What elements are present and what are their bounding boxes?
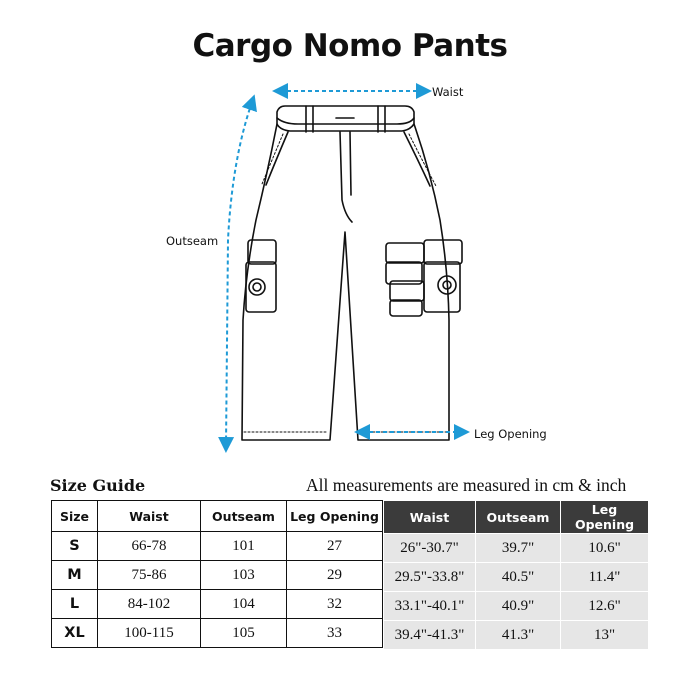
leg-opening-cell: 13" <box>561 621 649 650</box>
table-row <box>52 532 383 561</box>
leg-opening-cell: 11.4" <box>561 563 649 592</box>
table-row <box>384 621 649 650</box>
outseam-cell: 101 <box>201 532 287 561</box>
table-row <box>52 619 383 648</box>
header-leg-opening: Leg Opening <box>287 501 383 532</box>
header-leg-opening: Leg Opening <box>561 501 649 534</box>
header-size: Size <box>52 501 98 532</box>
header-waist: Waist <box>98 501 201 532</box>
leg-opening-cell: 27 <box>287 532 383 561</box>
size-cell: S <box>52 532 98 561</box>
waist-cell: 75-86 <box>98 561 201 590</box>
waist-cell: 33.1"-40.1" <box>384 592 476 621</box>
size-table-inch <box>383 500 649 650</box>
leg-opening-label: Leg Opening <box>474 427 547 441</box>
waist-cell: 84-102 <box>98 590 201 619</box>
table-row <box>384 534 649 563</box>
waist-cell: 29.5"-33.8" <box>384 563 476 592</box>
size-table-cm <box>51 500 383 648</box>
waist-cell: 39.4"-41.3" <box>384 621 476 650</box>
header-outseam: Outseam <box>201 501 287 532</box>
outseam-cell: 104 <box>201 590 287 619</box>
outseam-cell: 105 <box>201 619 287 648</box>
size-guide-title: Size Guide <box>50 476 146 495</box>
waist-cell: 66-78 <box>98 532 201 561</box>
page-title: Cargo Nomo Pants <box>192 28 508 64</box>
table-row <box>384 563 649 592</box>
leg-opening-cell: 33 <box>287 619 383 648</box>
outseam-cell: 40.5" <box>476 563 561 592</box>
measurement-arrows <box>226 91 462 445</box>
waist-cell: 100-115 <box>98 619 201 648</box>
waist-label: Waist <box>432 85 464 99</box>
outseam-cell: 103 <box>201 561 287 590</box>
table-header-row <box>384 501 649 534</box>
leg-opening-cell: 32 <box>287 590 383 619</box>
leg-opening-cell: 10.6" <box>561 534 649 563</box>
waist-cell: 26"-30.7" <box>384 534 476 563</box>
leg-opening-cell: 12.6" <box>561 592 649 621</box>
size-cell: XL <box>52 619 98 648</box>
outseam-label: Outseam <box>166 234 219 248</box>
outseam-cell: 39.7" <box>476 534 561 563</box>
header-waist: Waist <box>384 501 476 534</box>
table-header-row <box>52 501 383 532</box>
table-row <box>384 592 649 621</box>
measurement-note: All measurements are measured in cm & inch <box>306 475 627 495</box>
header-outseam: Outseam <box>476 501 561 534</box>
size-cell: L <box>52 590 98 619</box>
table-row <box>52 561 383 590</box>
table-row <box>52 590 383 619</box>
outseam-cell: 41.3" <box>476 621 561 650</box>
leg-opening-cell: 29 <box>287 561 383 590</box>
size-cell: M <box>52 561 98 590</box>
outseam-cell: 40.9" <box>476 592 561 621</box>
pants-outline <box>242 106 462 440</box>
